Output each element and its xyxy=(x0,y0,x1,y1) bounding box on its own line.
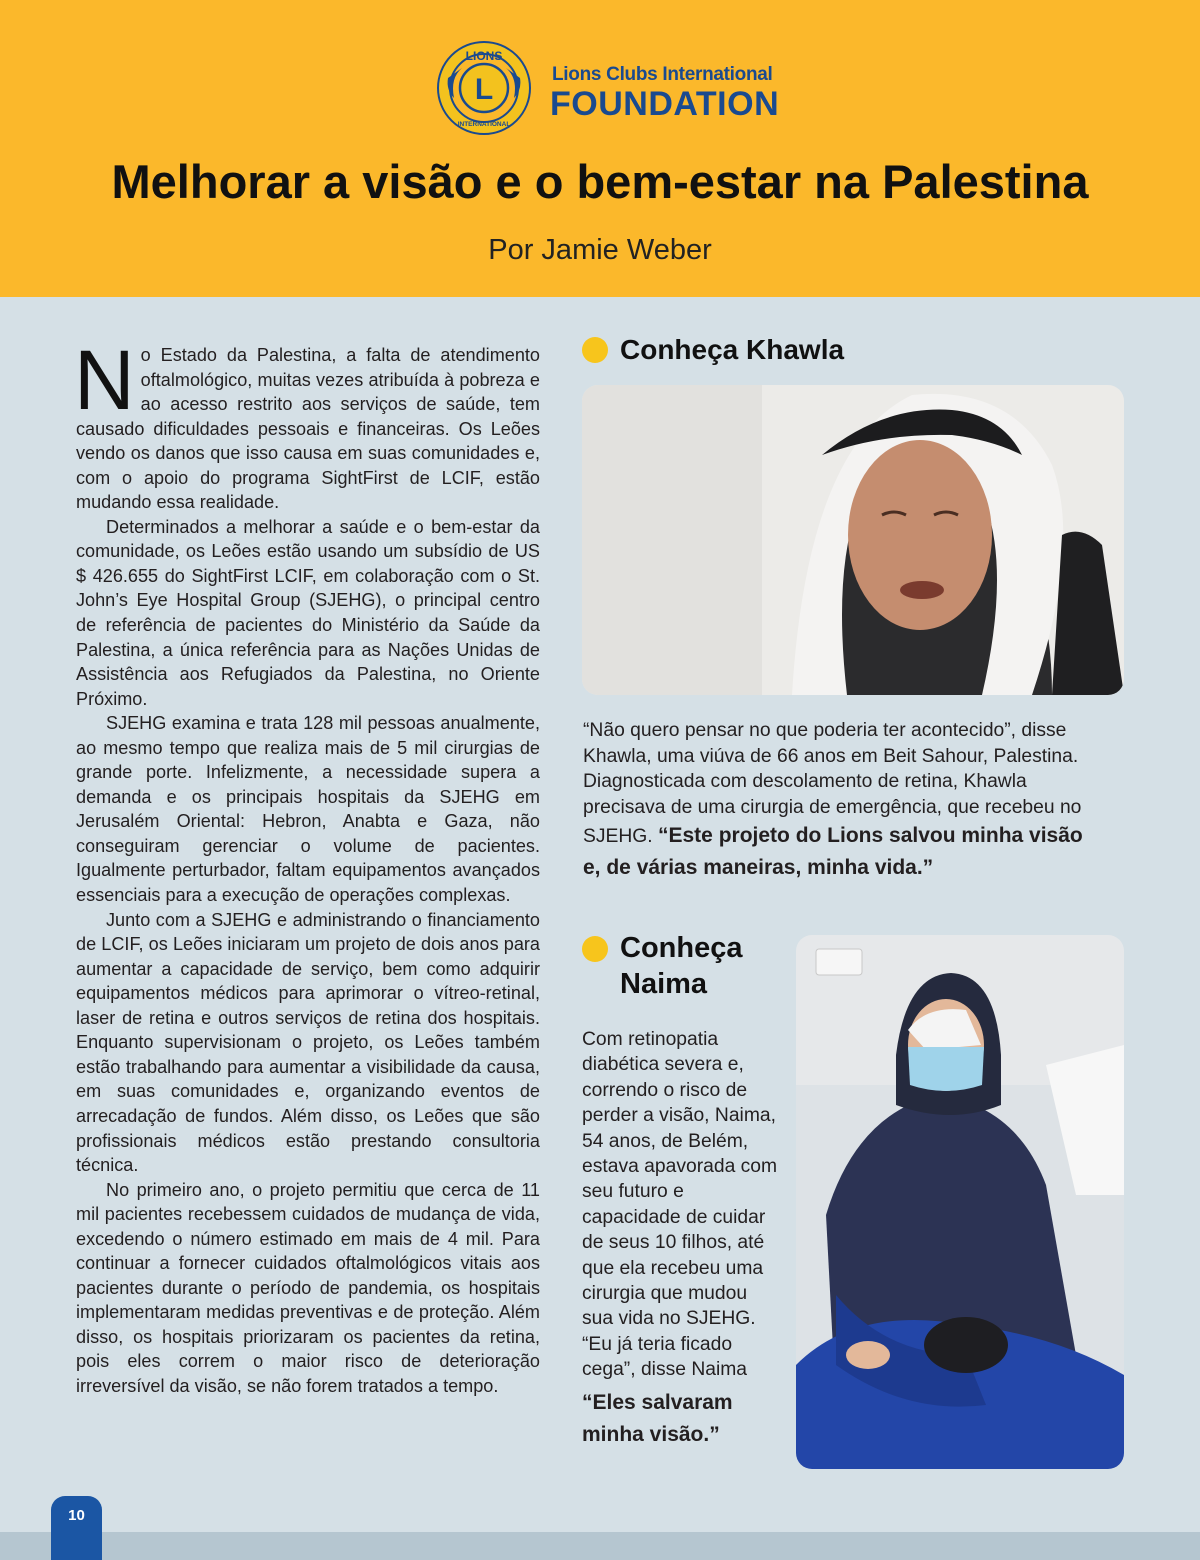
khawla-heading-text: Conheça Khawla xyxy=(620,334,845,365)
khawla-quote-text: “Não quero pensar no que poderia ter acontecido”, disse Khawla, uma viúva de 66 anos em Beit Sahour, Palestina. Diagnosticada com descolamento de retina, Khawla precisava de uma cirurgia de emergência, que recebeu no SJEHG. xyxy=(583,720,1082,848)
naima-quote-bold: “Eles salvaram minha visão.” xyxy=(582,1390,733,1446)
footer-band xyxy=(0,1532,1200,1560)
brand-name-line1: Lions Clubs International xyxy=(552,64,773,85)
emblem-top-text: LIONS xyxy=(465,49,503,63)
lions-emblem-icon xyxy=(432,38,536,138)
article-paragraph: No primeiro ano, o projeto permitiu que cerca de 11 mil pacientes recebessem cuidados de mudança de vida, excedendo o número estimado em mais de 4 mil. Para continuar a fornecer cuidados oftalmológicos vitais aos pacientes durante o período de pandemia, os hospitais implementaram medidas preventivas e de proteção. Além disso, os hospitais priorizaram os pacientes da retina, pois eles correm o maior risco de deterioração irreversível da visão, se não forem tratados a tempo. xyxy=(76,1179,540,1396)
khawla-quote xyxy=(583,718,1103,884)
article-paragraph: Determinados a melhorar a saúde e o bem-estar da comunidade, os Leões estão usando um subsídio de US $ 426.655 do SightFirst LCIF, em colaboração com o St. John’s Eye Hospital Group (SJEHG), o principal centro de referência de pacientes do Ministério da Saúde da Palestina, a única referência para as Nações Unidas de Assistência aos Refugiados da Palestina, no Oriente Próximo. xyxy=(76,516,540,709)
bullet-dot-icon xyxy=(582,936,608,962)
naima-heading xyxy=(582,930,780,1002)
brand-name-line2: FOUNDATION xyxy=(550,85,780,123)
khawla-heading xyxy=(582,334,844,366)
page-title: Melhorar a visão e o bem-estar na Palestina xyxy=(111,155,1089,208)
naima-story-text: Com retinopatia diabética severa e, correndo o risco de perder a visão, Naima, 54 anos, de Belém, estava apavorada com seu futuro e capacidade de cuidar de seus 10 filhos, até que ela recebeu uma cirurgia que mudou sua vida no SJEHG. “Eu já teria ficado cega”, disse Naima xyxy=(582,1029,778,1381)
byline: Por Jamie Weber xyxy=(488,234,712,266)
article-body xyxy=(74,333,540,1399)
emblem-bottom-text: INTERNATIONAL xyxy=(457,121,511,128)
khawla-quote-bold: “Este projeto do Lions salvou minha visão e, de várias maneiras, minha vida.” xyxy=(583,824,1083,880)
naima-photo xyxy=(796,935,1124,1469)
bullet-dot-icon xyxy=(582,337,608,363)
khawla-photo xyxy=(582,385,1124,695)
emblem-letter: L xyxy=(474,73,494,106)
drop-cap: N xyxy=(74,333,135,427)
article-paragraph: SJEHG examina e trata 128 mil pessoas anualmente, ao mesmo tempo que realiza mais de 5 mil cirurgias de grande porte. Infelizmente, a necessidade supera a demanda e os principais hospitais da SJEHG em Jerusalém Oriental: Hebron, Anabta e Gaza, não conseguiram gerenciar o volume de pacientes. Igualmente perturbador, faltam equipamentos avançados essenciais para a execução de operações complexas. xyxy=(76,713,540,906)
naima-story xyxy=(582,1027,782,1451)
article-paragraph: Junto com a SJEHG e administrando o financiamento de LCIF, os Leões iniciaram um projeto de dois anos para aumentar a capacidade de serviço, bem como adquirir equipamentos médicos para aprimorar o vítreo-retinal, laser de retina e outros serviços de retina dos hospitais. Enquanto supervisionam o projeto, os Leões também estão trabalhando para aumentar a visibilidade da causa, em suas comunidades e, organizando eventos de arrecadação de fundos. Além disso, os Leões que são profissionais médicos estão prestando consultoria técnica. xyxy=(76,909,540,1176)
article-paragraph: No Estado da Palestina, a falta de atendimento oftalmológico, muitas vezes atribuída à pobreza e ao acesso restrito aos serviços de saúde, tem causado dificuldades pessoais e financeiras. Os Leões vendo os danos que isso causa em suas comunidades e, com o apoio do programa SightFirst de LCIF, estão mudando essa realidade. xyxy=(74,333,540,513)
lcif-logo xyxy=(432,38,780,138)
header-banner xyxy=(0,0,1200,297)
page-number: 10 xyxy=(51,1496,102,1560)
naima-heading-text: Conheça Naima xyxy=(620,932,743,1000)
